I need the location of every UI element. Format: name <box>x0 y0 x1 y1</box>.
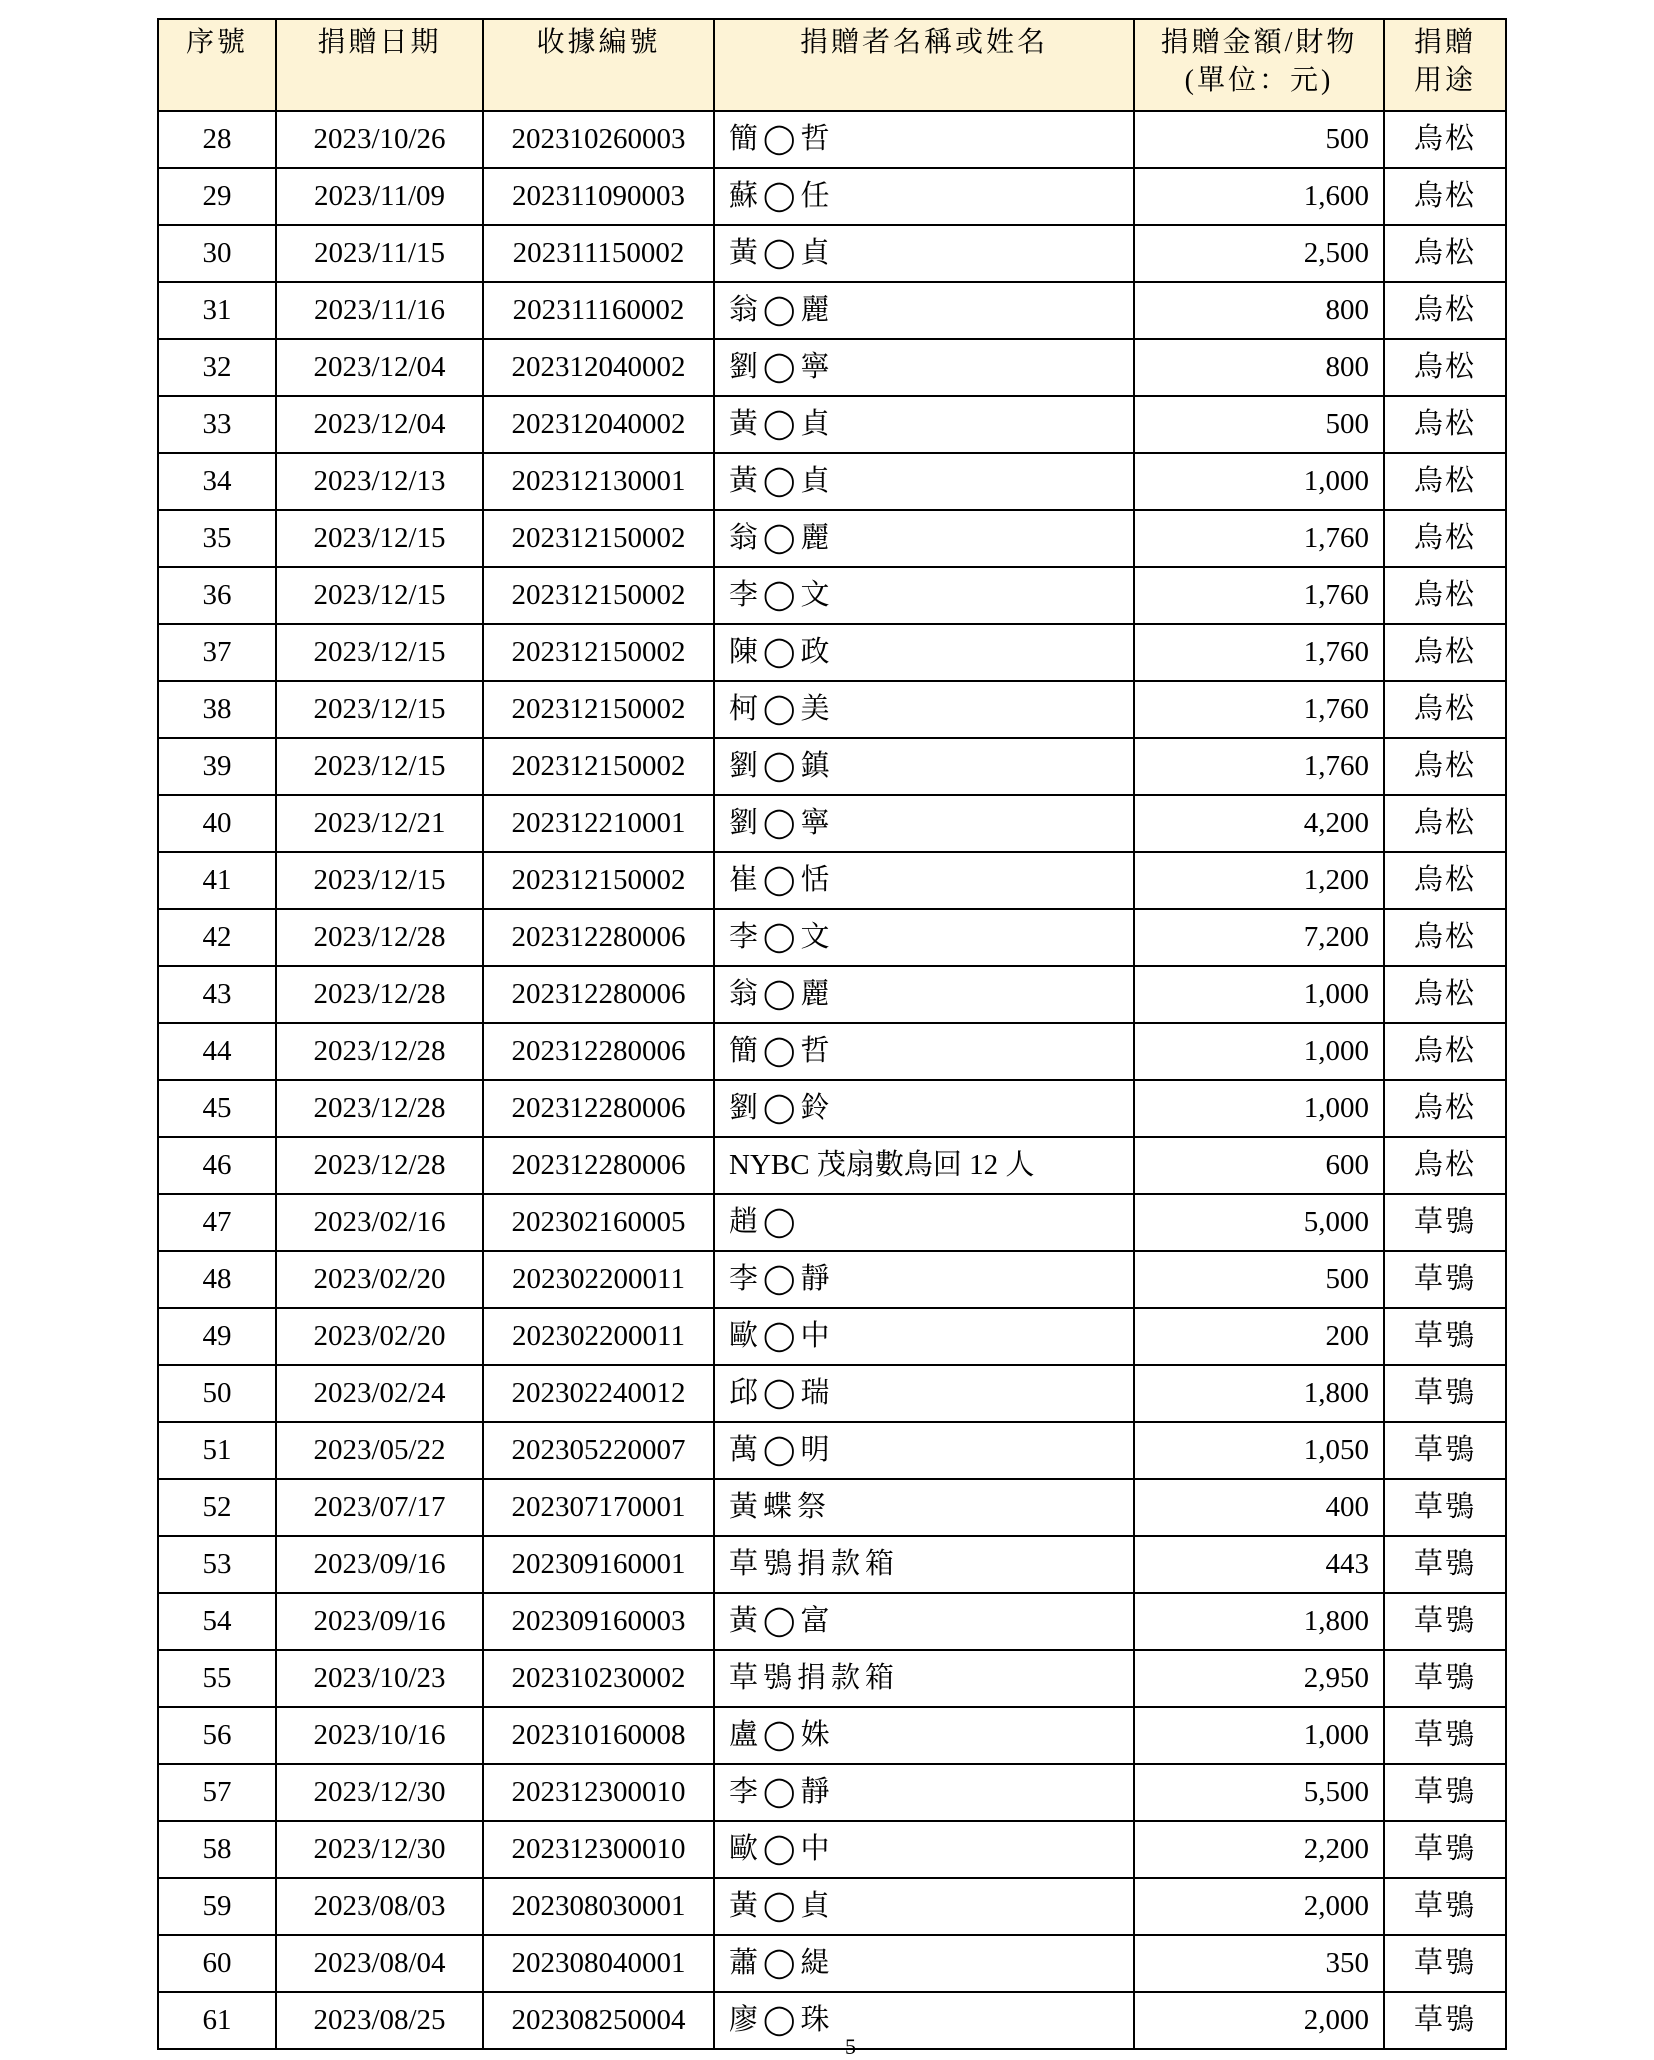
cell-amount: 800 <box>1134 339 1384 396</box>
cell-receipt: 202312300010 <box>483 1821 714 1878</box>
cell-purpose: 草鴞 <box>1384 1821 1506 1878</box>
cell-purpose: 烏松 <box>1384 225 1506 282</box>
cell-amount: 1,760 <box>1134 510 1384 567</box>
cell-date: 2023/12/28 <box>276 966 483 1023</box>
cell-purpose: 草鴞 <box>1384 1764 1506 1821</box>
cell-receipt: 202312150002 <box>483 624 714 681</box>
cell-receipt: 202312150002 <box>483 510 714 567</box>
cell-donor: 邱◯瑞 <box>714 1365 1134 1422</box>
cell-seq: 55 <box>158 1650 276 1707</box>
cell-purpose: 烏松 <box>1384 852 1506 909</box>
cell-date: 2023/12/30 <box>276 1821 483 1878</box>
cell-donor: 翁◯麗 <box>714 966 1134 1023</box>
cell-donor: 劉◯寧 <box>714 339 1134 396</box>
cell-seq: 40 <box>158 795 276 852</box>
cell-amount: 1,760 <box>1134 567 1384 624</box>
header-amount <box>1134 19 1384 111</box>
cell-purpose: 烏松 <box>1384 966 1506 1023</box>
cell-donor: 柯◯美 <box>714 681 1134 738</box>
cell-purpose: 草鴞 <box>1384 1251 1506 1308</box>
cell-donor: 黃◯貞 <box>714 225 1134 282</box>
cell-amount: 5,000 <box>1134 1194 1384 1251</box>
cell-amount: 500 <box>1134 111 1384 168</box>
table-row <box>158 453 1506 510</box>
cell-seq: 45 <box>158 1080 276 1137</box>
cell-date: 2023/11/09 <box>276 168 483 225</box>
cell-date: 2023/05/22 <box>276 1422 483 1479</box>
table-row <box>158 168 1506 225</box>
cell-seq: 60 <box>158 1935 276 1992</box>
cell-amount: 800 <box>1134 282 1384 339</box>
cell-seq: 41 <box>158 852 276 909</box>
cell-date: 2023/12/04 <box>276 339 483 396</box>
header-purpose <box>1384 19 1506 111</box>
cell-seq: 38 <box>158 681 276 738</box>
cell-date: 2023/12/15 <box>276 510 483 567</box>
cell-date: 2023/12/30 <box>276 1764 483 1821</box>
cell-date: 2023/09/16 <box>276 1593 483 1650</box>
cell-receipt: 202310260003 <box>483 111 714 168</box>
table-row <box>158 1251 1506 1308</box>
donation-table <box>157 18 1507 2050</box>
cell-date: 2023/12/28 <box>276 1023 483 1080</box>
cell-donor: 李◯靜 <box>714 1251 1134 1308</box>
cell-donor: 簡◯哲 <box>714 1023 1134 1080</box>
cell-purpose: 草鴞 <box>1384 1992 1506 2049</box>
cell-donor: NYBC 茂扇數鳥回 12 人 <box>714 1137 1134 1194</box>
cell-amount: 500 <box>1134 396 1384 453</box>
cell-date: 2023/12/13 <box>276 453 483 510</box>
cell-purpose: 草鴞 <box>1384 1194 1506 1251</box>
cell-donor: 崔◯恬 <box>714 852 1134 909</box>
cell-purpose: 烏松 <box>1384 567 1506 624</box>
table-row <box>158 681 1506 738</box>
table-row <box>158 738 1506 795</box>
header-amount-line1: 捐贈金額/財物 <box>1160 27 1358 58</box>
cell-receipt: 202312280006 <box>483 909 714 966</box>
cell-donor: 簡◯哲 <box>714 111 1134 168</box>
cell-seq: 53 <box>158 1536 276 1593</box>
cell-purpose: 烏松 <box>1384 1080 1506 1137</box>
cell-seq: 50 <box>158 1365 276 1422</box>
header-purpose-line2: 用途 <box>1413 65 1476 96</box>
table-row <box>158 1992 1506 2049</box>
cell-purpose: 烏松 <box>1384 795 1506 852</box>
cell-date: 2023/02/20 <box>276 1308 483 1365</box>
table-row <box>158 1707 1506 1764</box>
cell-date: 2023/12/04 <box>276 396 483 453</box>
cell-amount: 1,200 <box>1134 852 1384 909</box>
cell-seq: 56 <box>158 1707 276 1764</box>
cell-seq: 47 <box>158 1194 276 1251</box>
cell-donor: 劉◯鎮 <box>714 738 1134 795</box>
cell-purpose: 草鴞 <box>1384 1308 1506 1365</box>
table-row <box>158 1194 1506 1251</box>
cell-seq: 51 <box>158 1422 276 1479</box>
cell-purpose: 草鴞 <box>1384 1422 1506 1479</box>
cell-purpose: 草鴞 <box>1384 1650 1506 1707</box>
cell-purpose: 草鴞 <box>1384 1593 1506 1650</box>
cell-seq: 48 <box>158 1251 276 1308</box>
cell-donor: 草鴞捐款箱 <box>714 1650 1134 1707</box>
cell-date: 2023/10/16 <box>276 1707 483 1764</box>
cell-donor: 草鴞捐款箱 <box>714 1536 1134 1593</box>
cell-date: 2023/08/03 <box>276 1878 483 1935</box>
cell-date: 2023/11/16 <box>276 282 483 339</box>
cell-purpose: 烏松 <box>1384 396 1506 453</box>
cell-seq: 43 <box>158 966 276 1023</box>
cell-amount: 1,800 <box>1134 1593 1384 1650</box>
cell-seq: 49 <box>158 1308 276 1365</box>
cell-receipt: 202312130001 <box>483 453 714 510</box>
table-row <box>158 1536 1506 1593</box>
cell-receipt: 202312150002 <box>483 738 714 795</box>
table-row <box>158 282 1506 339</box>
cell-donor: 翁◯麗 <box>714 282 1134 339</box>
cell-purpose: 烏松 <box>1384 282 1506 339</box>
cell-donor: 蕭◯緹 <box>714 1935 1134 1992</box>
cell-date: 2023/12/21 <box>276 795 483 852</box>
table-row <box>158 1137 1506 1194</box>
cell-amount: 350 <box>1134 1935 1384 1992</box>
cell-amount: 1,800 <box>1134 1365 1384 1422</box>
cell-date: 2023/02/20 <box>276 1251 483 1308</box>
cell-date: 2023/10/26 <box>276 111 483 168</box>
cell-seq: 37 <box>158 624 276 681</box>
cell-donor: 黃◯富 <box>714 1593 1134 1650</box>
header-amount-line2: (單位：元) <box>1184 65 1334 96</box>
cell-receipt: 202311150002 <box>483 225 714 282</box>
cell-purpose: 烏松 <box>1384 111 1506 168</box>
table-row <box>158 624 1506 681</box>
cell-date: 2023/12/28 <box>276 1137 483 1194</box>
cell-receipt: 202312300010 <box>483 1764 714 1821</box>
header-date: 捐贈日期 <box>276 19 483 111</box>
cell-amount: 1,000 <box>1134 1080 1384 1137</box>
cell-receipt: 202309160003 <box>483 1593 714 1650</box>
cell-receipt: 202312280006 <box>483 966 714 1023</box>
cell-purpose: 草鴞 <box>1384 1878 1506 1935</box>
table-row <box>158 1935 1506 1992</box>
cell-donor: 黃蝶祭 <box>714 1479 1134 1536</box>
cell-seq: 30 <box>158 225 276 282</box>
table-row <box>158 1650 1506 1707</box>
cell-date: 2023/11/15 <box>276 225 483 282</box>
cell-donor: 劉◯寧 <box>714 795 1134 852</box>
cell-amount: 200 <box>1134 1308 1384 1365</box>
cell-receipt: 202311090003 <box>483 168 714 225</box>
cell-donor: 李◯文 <box>714 567 1134 624</box>
cell-date: 2023/02/16 <box>276 1194 483 1251</box>
cell-purpose: 草鴞 <box>1384 1935 1506 1992</box>
cell-date: 2023/08/04 <box>276 1935 483 1992</box>
cell-date: 2023/10/23 <box>276 1650 483 1707</box>
cell-purpose: 烏松 <box>1384 738 1506 795</box>
cell-donor: 萬◯明 <box>714 1422 1134 1479</box>
cell-donor: 黃◯貞 <box>714 1878 1134 1935</box>
cell-donor: 陳◯政 <box>714 624 1134 681</box>
table-body <box>158 111 1506 2049</box>
cell-amount: 4,200 <box>1134 795 1384 852</box>
cell-date: 2023/12/15 <box>276 738 483 795</box>
header-seq: 序號 <box>158 19 276 111</box>
cell-receipt: 202312280006 <box>483 1023 714 1080</box>
cell-seq: 36 <box>158 567 276 624</box>
cell-donor: 蘇◯任 <box>714 168 1134 225</box>
cell-donor: 李◯文 <box>714 909 1134 966</box>
table-row <box>158 567 1506 624</box>
cell-seq: 33 <box>158 396 276 453</box>
table-row <box>158 1308 1506 1365</box>
cell-donor: 翁◯麗 <box>714 510 1134 567</box>
cell-seq: 61 <box>158 1992 276 2049</box>
table-row <box>158 1023 1506 1080</box>
table-row <box>158 1878 1506 1935</box>
cell-purpose: 烏松 <box>1384 624 1506 681</box>
cell-purpose: 草鴞 <box>1384 1365 1506 1422</box>
cell-receipt: 202308030001 <box>483 1878 714 1935</box>
table-row <box>158 396 1506 453</box>
cell-amount: 600 <box>1134 1137 1384 1194</box>
table-row <box>158 1422 1506 1479</box>
cell-amount: 1,000 <box>1134 1707 1384 1764</box>
cell-seq: 29 <box>158 168 276 225</box>
cell-amount: 2,000 <box>1134 1878 1384 1935</box>
cell-receipt: 202312210001 <box>483 795 714 852</box>
cell-seq: 57 <box>158 1764 276 1821</box>
cell-purpose: 烏松 <box>1384 681 1506 738</box>
header-donor: 捐贈者名稱或姓名 <box>714 19 1134 111</box>
cell-seq: 35 <box>158 510 276 567</box>
cell-amount: 1,000 <box>1134 1023 1384 1080</box>
table-row <box>158 1593 1506 1650</box>
cell-amount: 443 <box>1134 1536 1384 1593</box>
cell-receipt: 202312280006 <box>483 1080 714 1137</box>
cell-date: 2023/12/28 <box>276 1080 483 1137</box>
cell-amount: 1,600 <box>1134 168 1384 225</box>
cell-date: 2023/12/28 <box>276 909 483 966</box>
cell-donor: 廖◯珠 <box>714 1992 1134 2049</box>
table-row <box>158 339 1506 396</box>
cell-amount: 400 <box>1134 1479 1384 1536</box>
cell-receipt: 202302160005 <box>483 1194 714 1251</box>
cell-amount: 2,200 <box>1134 1821 1384 1878</box>
cell-seq: 42 <box>158 909 276 966</box>
cell-date: 2023/12/15 <box>276 852 483 909</box>
cell-purpose: 草鴞 <box>1384 1707 1506 1764</box>
table-row <box>158 1764 1506 1821</box>
cell-donor: 黃◯貞 <box>714 396 1134 453</box>
cell-date: 2023/12/15 <box>276 624 483 681</box>
cell-purpose: 烏松 <box>1384 1137 1506 1194</box>
table-row <box>158 510 1506 567</box>
header-receipt: 收據編號 <box>483 19 714 111</box>
cell-date: 2023/12/15 <box>276 567 483 624</box>
cell-purpose: 烏松 <box>1384 909 1506 966</box>
cell-seq: 59 <box>158 1878 276 1935</box>
cell-purpose: 烏松 <box>1384 1023 1506 1080</box>
cell-donor: 劉◯鈴 <box>714 1080 1134 1137</box>
table-row <box>158 1821 1506 1878</box>
cell-receipt: 202305220007 <box>483 1422 714 1479</box>
cell-date: 2023/02/24 <box>276 1365 483 1422</box>
cell-amount: 5,500 <box>1134 1764 1384 1821</box>
cell-seq: 52 <box>158 1479 276 1536</box>
cell-purpose: 烏松 <box>1384 453 1506 510</box>
cell-amount: 1,050 <box>1134 1422 1384 1479</box>
table-row <box>158 1080 1506 1137</box>
cell-amount: 1,000 <box>1134 966 1384 1023</box>
cell-donor: 歐◯中 <box>714 1821 1134 1878</box>
cell-donor: 李◯靜 <box>714 1764 1134 1821</box>
cell-receipt: 202302200011 <box>483 1308 714 1365</box>
cell-date: 2023/12/15 <box>276 681 483 738</box>
table-row <box>158 909 1506 966</box>
cell-amount: 1,000 <box>1134 453 1384 510</box>
cell-donor: 歐◯中 <box>714 1308 1134 1365</box>
cell-donor: 黃◯貞 <box>714 453 1134 510</box>
table-row <box>158 111 1506 168</box>
table-row <box>158 795 1506 852</box>
cell-amount: 1,760 <box>1134 681 1384 738</box>
header-row <box>158 19 1506 111</box>
cell-amount: 500 <box>1134 1251 1384 1308</box>
cell-seq: 39 <box>158 738 276 795</box>
cell-receipt: 202310230002 <box>483 1650 714 1707</box>
cell-receipt: 202310160008 <box>483 1707 714 1764</box>
cell-receipt: 202312040002 <box>483 396 714 453</box>
cell-seq: 46 <box>158 1137 276 1194</box>
cell-seq: 34 <box>158 453 276 510</box>
cell-amount: 1,760 <box>1134 624 1384 681</box>
cell-amount: 2,950 <box>1134 1650 1384 1707</box>
cell-seq: 32 <box>158 339 276 396</box>
cell-seq: 31 <box>158 282 276 339</box>
cell-receipt: 202312150002 <box>483 681 714 738</box>
cell-receipt: 202311160002 <box>483 282 714 339</box>
cell-receipt: 202302240012 <box>483 1365 714 1422</box>
cell-date: 2023/08/25 <box>276 1992 483 2049</box>
cell-receipt: 202302200011 <box>483 1251 714 1308</box>
cell-seq: 28 <box>158 111 276 168</box>
cell-receipt: 202308040001 <box>483 1935 714 1992</box>
cell-receipt: 202312150002 <box>483 852 714 909</box>
cell-amount: 2,000 <box>1134 1992 1384 2049</box>
table-row <box>158 966 1506 1023</box>
cell-amount: 7,200 <box>1134 909 1384 966</box>
table-row <box>158 1479 1506 1536</box>
cell-purpose: 烏松 <box>1384 339 1506 396</box>
cell-date: 2023/07/17 <box>276 1479 483 1536</box>
cell-receipt: 202308250004 <box>483 1992 714 2049</box>
cell-seq: 44 <box>158 1023 276 1080</box>
cell-purpose: 烏松 <box>1384 168 1506 225</box>
cell-donor: 盧◯姝 <box>714 1707 1134 1764</box>
cell-purpose: 草鴞 <box>1384 1479 1506 1536</box>
table-row <box>158 852 1506 909</box>
header-purpose-line1: 捐贈 <box>1413 27 1476 58</box>
table-row <box>158 1365 1506 1422</box>
table-row <box>158 225 1506 282</box>
cell-amount: 1,760 <box>1134 738 1384 795</box>
cell-purpose: 草鴞 <box>1384 1536 1506 1593</box>
cell-amount: 2,500 <box>1134 225 1384 282</box>
cell-receipt: 202312040002 <box>483 339 714 396</box>
cell-receipt: 202312280006 <box>483 1137 714 1194</box>
cell-receipt: 202312150002 <box>483 567 714 624</box>
page-number: 5 <box>845 2034 856 2059</box>
cell-donor: 趙◯ <box>714 1194 1134 1251</box>
cell-seq: 58 <box>158 1821 276 1878</box>
cell-receipt: 202307170001 <box>483 1479 714 1536</box>
cell-seq: 54 <box>158 1593 276 1650</box>
cell-date: 2023/09/16 <box>276 1536 483 1593</box>
cell-purpose: 烏松 <box>1384 510 1506 567</box>
cell-receipt: 202309160001 <box>483 1536 714 1593</box>
